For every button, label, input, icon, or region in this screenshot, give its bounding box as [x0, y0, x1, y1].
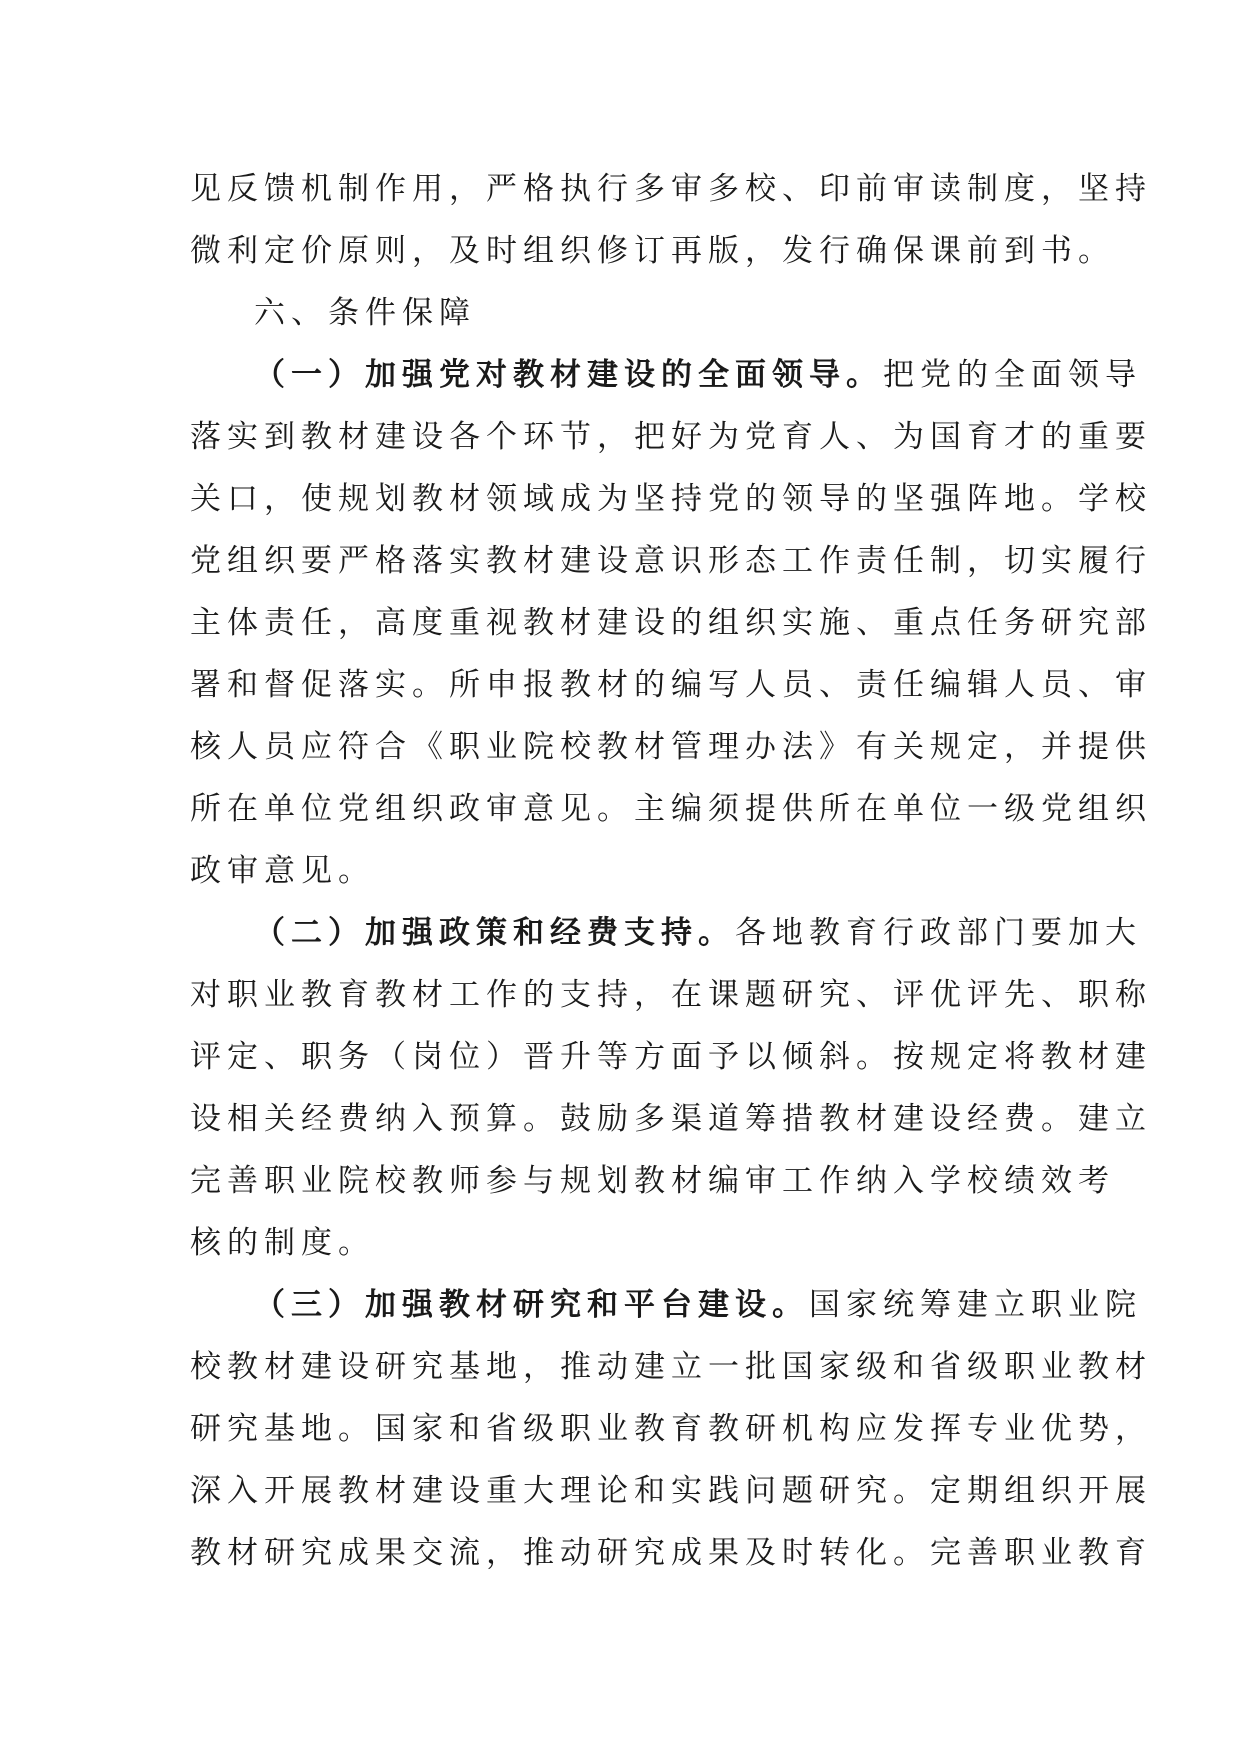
paragraph-line: 校教材建设研究基地，推动建立一批国家级和省级职业教材	[190, 1349, 1152, 1385]
paragraph-line: 见反馈机制作用，严格执行多审多校、印前审读制度，坚持	[190, 171, 1152, 207]
subsection-heading: （二）加强政策和经费支持。	[254, 915, 735, 951]
paragraph-line: 深入开展教材建设重大理论和实践问题研究。定期组织开展	[190, 1473, 1152, 1509]
paragraph-line: 完善职业院校教师参与规划教材编审工作纳入学校绩效考	[190, 1163, 1115, 1199]
subsection-first-line	[190, 344, 1142, 406]
document-body	[190, 158, 1152, 1584]
paragraph-line: 所在单位党组织政审意见。主编须提供所在单位一级党组织	[190, 791, 1152, 827]
subsection-first-line	[190, 902, 1142, 964]
paragraph-text: 各地教育行政部门要加大	[735, 915, 1142, 951]
paragraph-line: 关口，使规划教材领域成为坚持党的领导的坚强阵地。学校	[190, 481, 1152, 517]
paragraph-line: 主体责任，高度重视教材建设的组织实施、重点任务研究部	[190, 605, 1152, 641]
paragraph-line: 研究基地。国家和省级职业教育教研机构应发挥专业优势，	[190, 1411, 1152, 1447]
paragraph-text: 把党的全面领导	[883, 357, 1142, 393]
subsection-heading: （一）加强党对教材建设的全面领导。	[254, 357, 883, 393]
section-heading: 六、条件保障	[254, 295, 476, 331]
subsection-heading: （三）加强教材研究和平台建设。	[254, 1287, 809, 1323]
paragraph-line: 设相关经费纳入预算。鼓励多渠道筹措教材建设经费。建立	[190, 1101, 1152, 1137]
paragraph-text: 国家统筹建立职业院	[809, 1287, 1142, 1323]
paragraph-line: 对职业教育教材工作的支持，在课题研究、评优评先、职称	[190, 977, 1152, 1013]
paragraph-line: 核的制度。	[190, 1225, 375, 1261]
paragraph-line: 教材研究成果交流，推动研究成果及时转化。完善职业教育	[190, 1535, 1152, 1571]
paragraph-line: 政审意见。	[190, 853, 375, 889]
paragraph-line: 核人员应符合《职业院校教材管理办法》有关规定，并提供	[190, 729, 1152, 765]
paragraph-line: 党组织要严格落实教材建设意识形态工作责任制，切实履行	[190, 543, 1152, 579]
paragraph-line: 微利定价原则，及时组织修订再版，发行确保课前到书。	[190, 233, 1115, 269]
paragraph-line: 署和督促落实。所申报教材的编写人员、责任编辑人员、审	[190, 667, 1152, 703]
subsection-first-line	[190, 1274, 1142, 1336]
paragraph-line: 评定、职务（岗位）晋升等方面予以倾斜。按规定将教材建	[190, 1039, 1152, 1075]
paragraph-line: 落实到教材建设各个环节，把好为党育人、为国育才的重要	[190, 419, 1152, 455]
